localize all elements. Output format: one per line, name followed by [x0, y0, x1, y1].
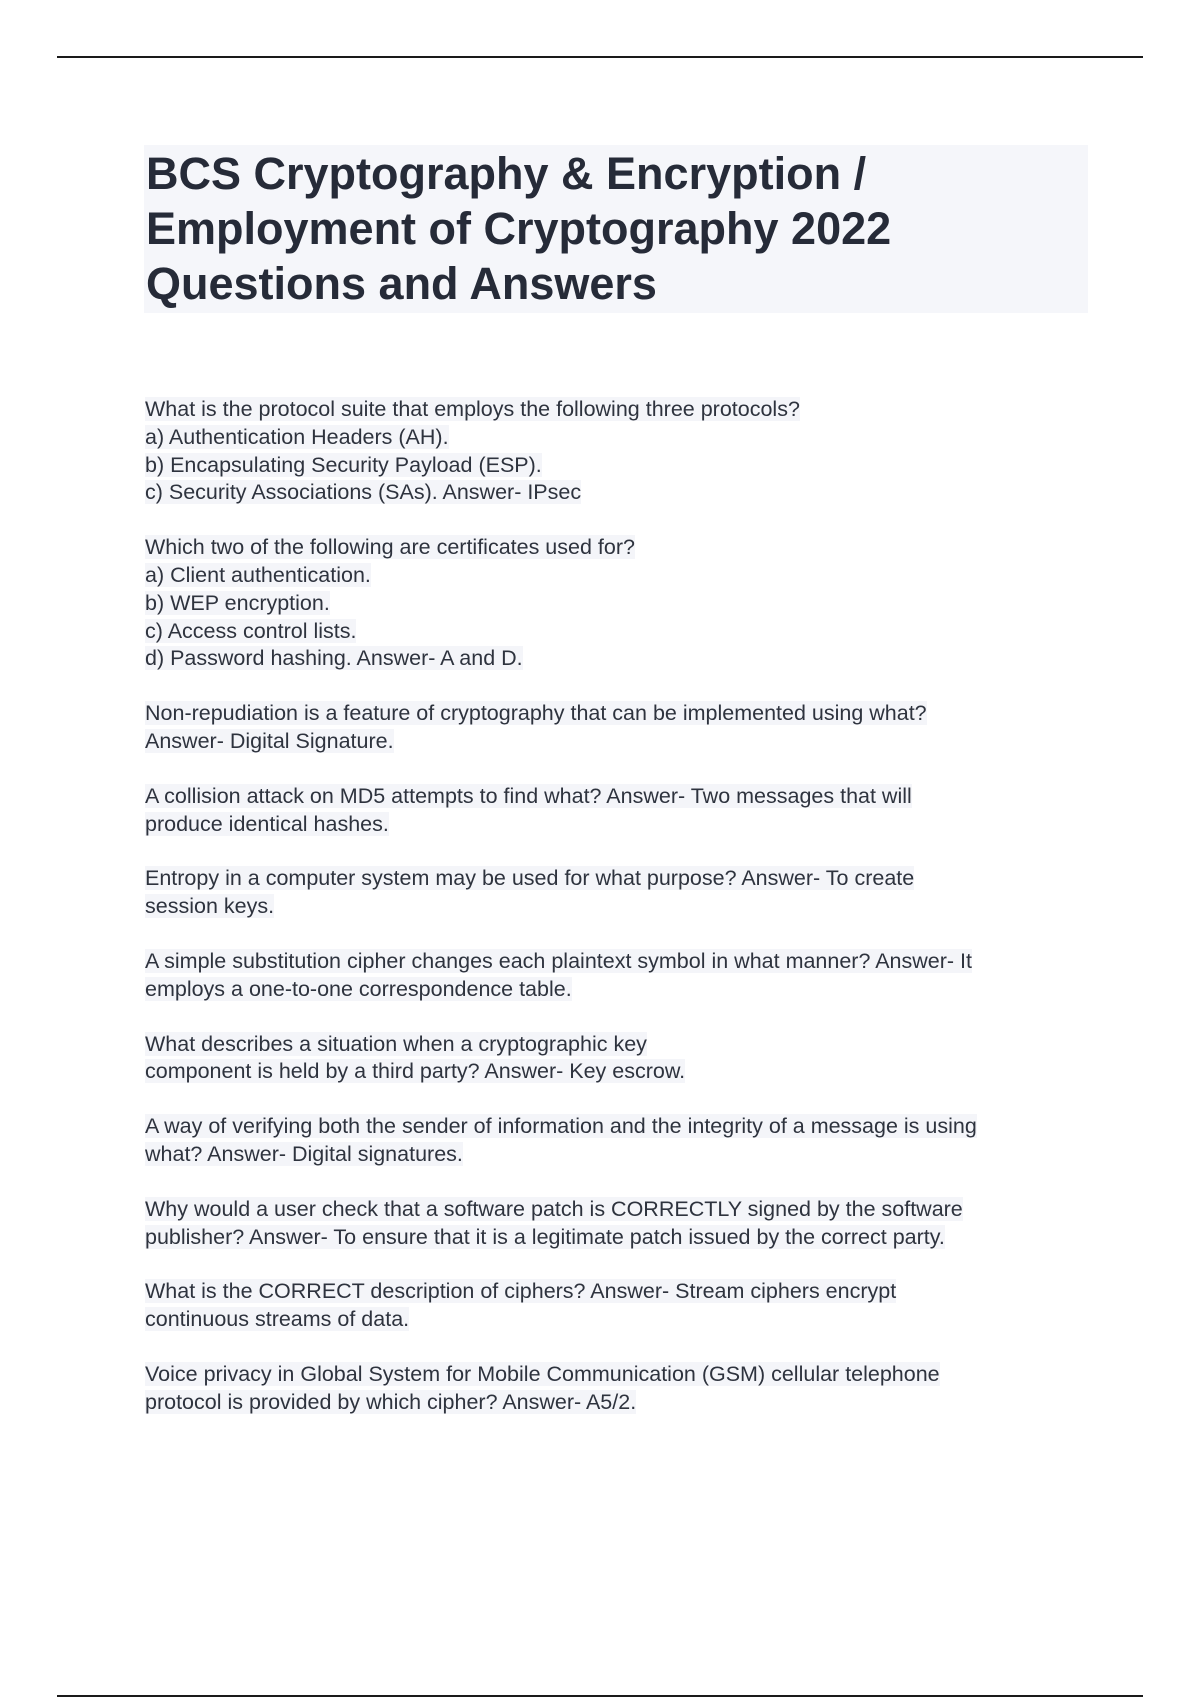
- bottom-divider: [57, 1695, 1143, 1697]
- qa-line: continuous streams of data.: [145, 1307, 410, 1332]
- qa-line: Voice privacy in Global System for Mobile Communication (GSM) cellular telephone: [145, 1361, 940, 1386]
- qa-line: Which two of the following are certificates used for?: [145, 535, 635, 560]
- qa-item: [145, 948, 1090, 1004]
- qa-line: employs a one-to-one correspondence table.: [145, 976, 572, 1001]
- qa-item: [145, 1361, 1090, 1417]
- qa-item: [145, 700, 1090, 756]
- qa-line: publisher? Answer- To ensure that it is a legitimate patch issued by the correct party.: [145, 1224, 945, 1249]
- qa-line: Entropy in a computer system may be used for what purpose? Answer- To create: [145, 866, 915, 891]
- qa-item: [145, 783, 1090, 839]
- qa-line: A collision attack on MD5 attempts to find what? Answer- Two messages that will: [145, 783, 912, 808]
- qa-item: [145, 1031, 1090, 1087]
- qa-line: A way of verifying both the sender of information and the integrity of a message is using: [145, 1114, 977, 1139]
- qa-line: d) Password hashing. Answer- A and D.: [145, 646, 523, 671]
- qa-line: Why would a user check that a software patch is CORRECTLY signed by the software: [145, 1196, 963, 1221]
- qa-line: b) WEP encryption.: [145, 590, 330, 615]
- qa-line: protocol is provided by which cipher? Answer- A5/2.: [145, 1389, 637, 1414]
- title-line: Questions and Answers: [146, 258, 657, 309]
- qa-line: produce identical hashes.: [145, 811, 389, 836]
- qa-line: c) Security Associations (SAs). Answer- IPsec: [145, 480, 582, 505]
- qa-item: [145, 865, 1090, 921]
- qa-line: a) Client authentication.: [145, 562, 371, 587]
- qa-line: What is the CORRECT description of ciphers? Answer- Stream ciphers encrypt: [145, 1279, 897, 1304]
- qa-item: [145, 534, 1090, 673]
- qa-line: What is the protocol suite that employs the following three protocols?: [145, 397, 800, 421]
- qa-item: [145, 1196, 1090, 1252]
- qa-line: A simple substitution cipher changes each plaintext symbol in what manner? Answer- It: [145, 948, 972, 973]
- qa-line: Non-repudiation is a feature of cryptography that can be implemented using what?: [145, 701, 927, 726]
- qa-line: What describes a situation when a cryptographic key: [145, 1031, 647, 1056]
- document-title: [146, 146, 1086, 311]
- title-line: Employment of Cryptography 2022: [146, 203, 892, 254]
- qa-line: session keys.: [145, 894, 275, 919]
- qa-line: Answer- Digital Signature.: [145, 728, 394, 753]
- title-line: BCS Cryptography & Encryption /: [146, 148, 867, 199]
- qa-item: [145, 1113, 1090, 1169]
- qa-line: what? Answer- Digital signatures.: [145, 1141, 463, 1166]
- qa-item: [145, 1278, 1090, 1334]
- qa-list: [145, 396, 1090, 1444]
- qa-line: c) Access control lists.: [145, 618, 357, 643]
- qa-line: b) Encapsulating Security Payload (ESP).: [145, 452, 542, 477]
- qa-item: [145, 396, 1090, 507]
- top-divider: [57, 56, 1143, 58]
- qa-line: component is held by a third party? Answer- Key escrow.: [145, 1059, 686, 1084]
- qa-line: a) Authentication Headers (AH).: [145, 424, 449, 449]
